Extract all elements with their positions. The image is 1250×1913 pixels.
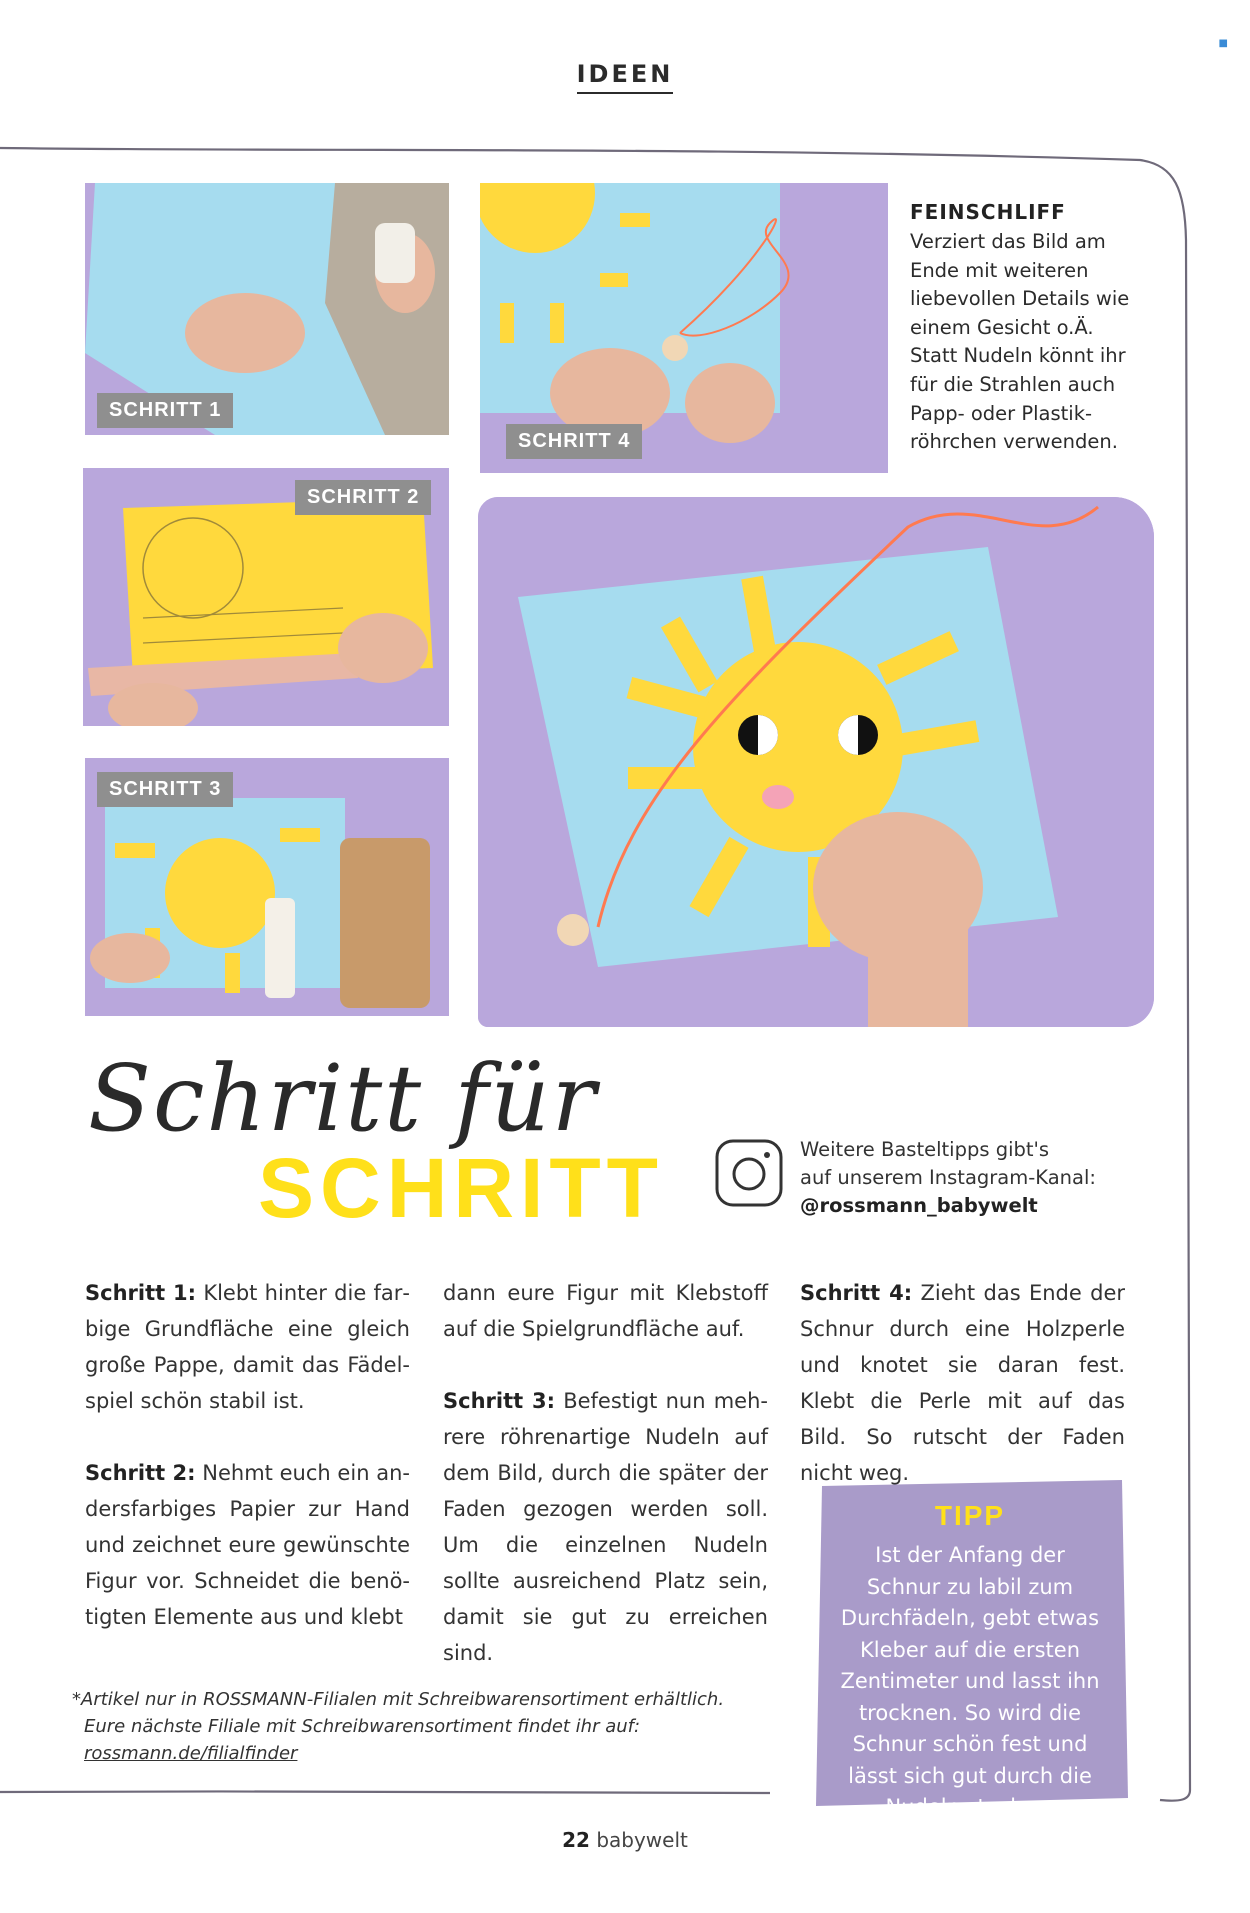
heading-bold: SCHRITT	[258, 1141, 664, 1235]
instagram-icon	[714, 1138, 784, 1208]
step-4-badge: SCHRITT 4	[506, 424, 642, 459]
instagram-handle[interactable]: @rossmann_babywelt	[800, 1194, 1038, 1217]
instructions-column-2: dann eure Figur mit Klebstoff auf die Spielgrundfläche auf. Schritt 3: Befestigt nun mehrere röhrenartige Nudeln auf dem Bild, durch die später der Faden gezogen werden soll. Um die einzelnen Nudeln sollte ausreichend Platz sein, damit sie gut zu erreichen sind.	[443, 1281, 768, 1665]
photo-step-2	[83, 468, 449, 726]
step-3-badge: SCHRITT 3	[97, 772, 233, 807]
page-footer	[0, 1828, 1250, 1852]
feinschliff-title: FEINSCHLIFF	[910, 200, 1066, 224]
step-1-badge: SCHRITT 1	[97, 393, 233, 428]
step-2-badge: SCHRITT 2	[295, 480, 431, 515]
tipp-text: Ist der Anfang der Schnur zu labil zum Durchfädeln, gebt etwas Kleber auf die ersten Zentimeter und lasst ihn trocknen. So wird die Schnur schön fest und lässt sich gut durch die Nudeln stecken.	[840, 1543, 1100, 1819]
corner-mark: ■	[1218, 38, 1228, 49]
feinschliff-text: Verziert das Bild am Ende mit weiteren liebevollen Details wie einem Gesicht o.Ä. Statt Nudeln könnt ihr für die Strahlen auch Papp- oder Plastik- röhrchen verwenden.	[910, 230, 1130, 454]
instructions-column-1: Schritt 1: Klebt hinter die farbige Grundfläche eine gleich große Pappe, damit das Fädelspiel schön stabil ist. Schritt 2: Nehmt euch ein andersfarbiges Papier zur Hand und zeichnet eure gewünschte Figur vor. Schneidet die benötigten Elemente aus und klebt	[85, 1281, 410, 1629]
instagram-info: Weitere Basteltipps gibt's auf unserem Instagram-Kanal: @rossmann_babywelt	[800, 1136, 1096, 1220]
instructions-column-3: Schritt 4: Zieht das Ende der Schnur durch eine Holzperle und knotet sie daran fest. Klebt die Perle mit auf das Bild. So rutscht der Faden nicht weg.	[800, 1281, 1126, 1485]
photo-step-4	[480, 183, 888, 473]
photo-step-1	[85, 183, 449, 435]
heading-script: Schritt für	[88, 1045, 598, 1152]
tipp-title: TIPP	[934, 1500, 1006, 1531]
filialfinder-link[interactable]: rossmann.de/filialfinder	[84, 1743, 298, 1764]
magazine-name: babywelt	[596, 1828, 688, 1852]
photo-final	[478, 497, 1154, 1027]
page-number: 22	[562, 1828, 590, 1852]
section-label: IDEEN	[0, 60, 1250, 88]
footnote: *Artikel nur in ROSSMANN-Filialen mit Schreibwarensortiment erhältlich. Eure nächste Filiale mit Schreibwarensortiment findet ihr auf: rossmann.de/filialfinder	[72, 1689, 725, 1764]
photo-step-3	[85, 758, 449, 1016]
